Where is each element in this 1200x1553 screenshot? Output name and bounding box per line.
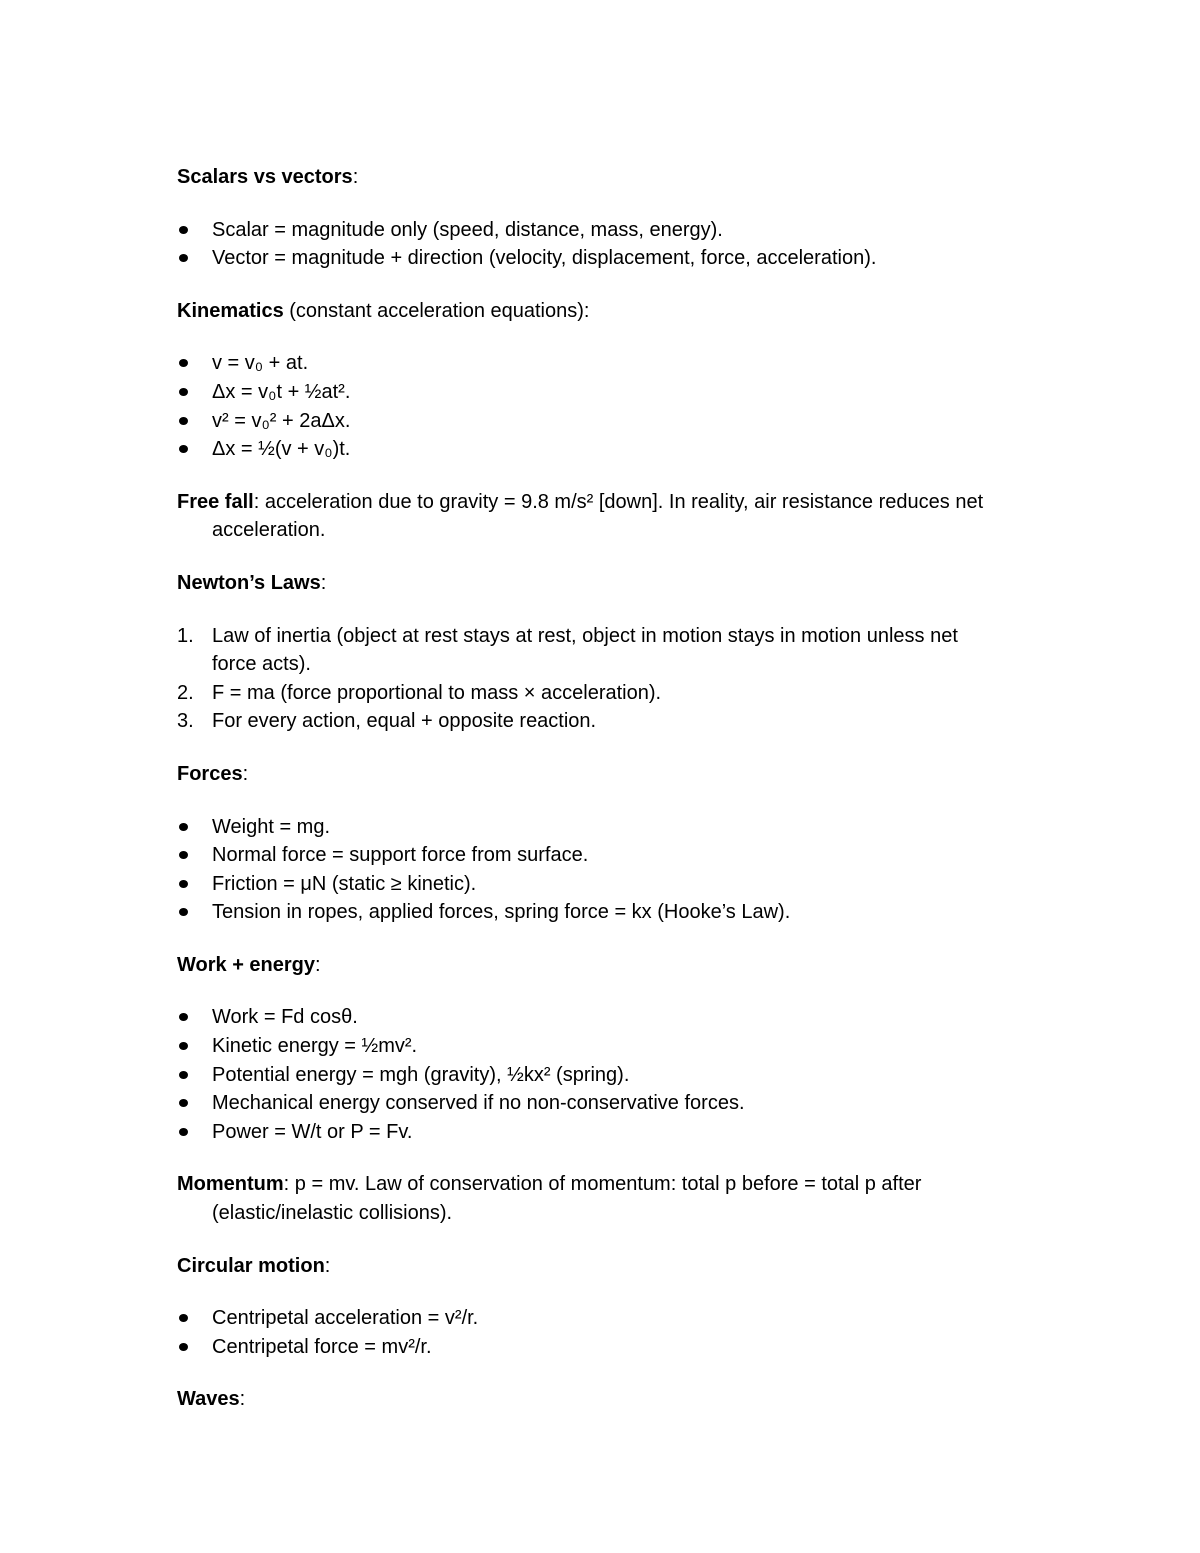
- list-number: 3.: [177, 710, 194, 733]
- list-item: 2. F = ma (force proportional to mass × acceleration).: [177, 679, 1077, 708]
- scalars-list: [177, 216, 1077, 273]
- section-heading-scalars: [177, 163, 1077, 192]
- free-fall-text: : acceleration due to gravity = 9.8 m/s² [down]. In reality, air resistance reduces net: [253, 490, 984, 513]
- heading-colon: :: [242, 762, 249, 785]
- list-item: Weight = mg.: [177, 813, 1077, 842]
- list-item: Centripetal acceleration = v²/r.: [177, 1304, 1077, 1333]
- bullet-icon: [179, 445, 188, 453]
- bullet-icon: [179, 823, 188, 831]
- circular-list: [177, 1304, 1077, 1361]
- heading-title: Circular motion: [177, 1254, 325, 1277]
- list-item: Power = W/t or P = Fv.: [177, 1118, 1077, 1147]
- list-item: Friction = μN (static ≥ kinetic).: [177, 870, 1077, 899]
- momentum-paragraph: [177, 1170, 1077, 1227]
- list-item: Δx = ½(v + v₀)t.: [177, 435, 1077, 464]
- free-fall-paragraph: [177, 488, 1077, 545]
- section-heading-kinematics: [177, 297, 1077, 326]
- bullet-icon: [179, 359, 188, 367]
- forces-list: [177, 813, 1077, 927]
- momentum-title: Momentum: [177, 1173, 284, 1196]
- list-item: Kinetic energy = ½mv².: [177, 1032, 1077, 1061]
- bullet-icon: [179, 1128, 188, 1136]
- bullet-icon: [179, 908, 188, 916]
- list-item: Centripetal force = mv²/r.: [177, 1333, 1077, 1362]
- bullet-icon: [179, 1042, 188, 1050]
- kinematics-list: [177, 349, 1077, 463]
- heading-colon: :: [239, 1388, 246, 1411]
- newton-list: [177, 622, 1077, 736]
- bullet-icon: [179, 880, 188, 888]
- list-item: 1. Law of inertia (object at rest stays at rest, object in motion stays in motion unless net force acts).: [177, 622, 1077, 679]
- heading-title: Newton’s Laws: [177, 571, 321, 594]
- list-item: v = v₀ + at.: [177, 349, 1077, 378]
- bullet-icon: [179, 1314, 188, 1322]
- free-fall-text-continued: acceleration.: [212, 519, 326, 542]
- heading-colon: :: [352, 166, 359, 188]
- list-item: Work = Fd cosθ.: [177, 1003, 1077, 1032]
- section-heading-newton: [177, 569, 1077, 598]
- list-item: Scalar = magnitude only (speed, distance, mass, energy).: [177, 216, 1077, 245]
- list-number: 2.: [177, 681, 194, 704]
- heading-colon: :: [315, 953, 321, 976]
- section-heading-work: [177, 951, 1077, 980]
- list-item: Δx = v₀t + ½at².: [177, 378, 1077, 407]
- document-content: [177, 163, 1077, 1438]
- bullet-icon: [179, 226, 188, 234]
- list-item: Normal force = support force from surface.: [177, 841, 1077, 870]
- heading-title: Scalars vs vectors: [177, 166, 353, 188]
- momentum-text: : p = mv. Law of conservation of momentum: total p before = total p after: [283, 1173, 922, 1196]
- free-fall-title: Free fall: [177, 490, 254, 513]
- work-list: [177, 1003, 1077, 1146]
- heading-title: Forces: [177, 762, 243, 785]
- list-item: Tension in ropes, applied forces, spring force = kx (Hooke’s Law).: [177, 898, 1077, 927]
- bullet-icon: [179, 1343, 188, 1351]
- bullet-icon: [179, 1071, 188, 1079]
- heading-colon: :: [324, 1254, 331, 1277]
- section-heading-circular: [177, 1252, 1077, 1281]
- bullet-icon: [179, 1013, 188, 1021]
- list-item: Potential energy = mgh (gravity), ½kx² (spring).: [177, 1061, 1077, 1090]
- list-item: 3. For every action, equal + opposite reaction.: [177, 707, 1077, 736]
- heading-title: Kinematics: [177, 299, 284, 322]
- heading-colon: :: [320, 571, 327, 594]
- bullet-icon: [179, 417, 188, 425]
- momentum-text-continued: (elastic/inelastic collisions).: [212, 1202, 453, 1225]
- section-heading-waves: [177, 1385, 1077, 1414]
- section-heading-forces: [177, 760, 1077, 789]
- list-number: 1.: [177, 624, 194, 647]
- bullet-icon: [179, 1099, 188, 1107]
- list-item: v² = v₀² + 2aΔx.: [177, 407, 1077, 436]
- list-item: Vector = magnitude + direction (velocity, displacement, force, acceleration).: [177, 244, 1077, 273]
- list-item: Mechanical energy conserved if no non-conservative forces.: [177, 1089, 1077, 1118]
- heading-title: Work + energy: [177, 953, 316, 976]
- bullet-icon: [179, 388, 188, 396]
- heading-subtitle: (constant acceleration equations):: [283, 299, 590, 322]
- bullet-icon: [179, 851, 188, 859]
- heading-title: Waves: [177, 1388, 240, 1411]
- bullet-icon: [179, 254, 188, 262]
